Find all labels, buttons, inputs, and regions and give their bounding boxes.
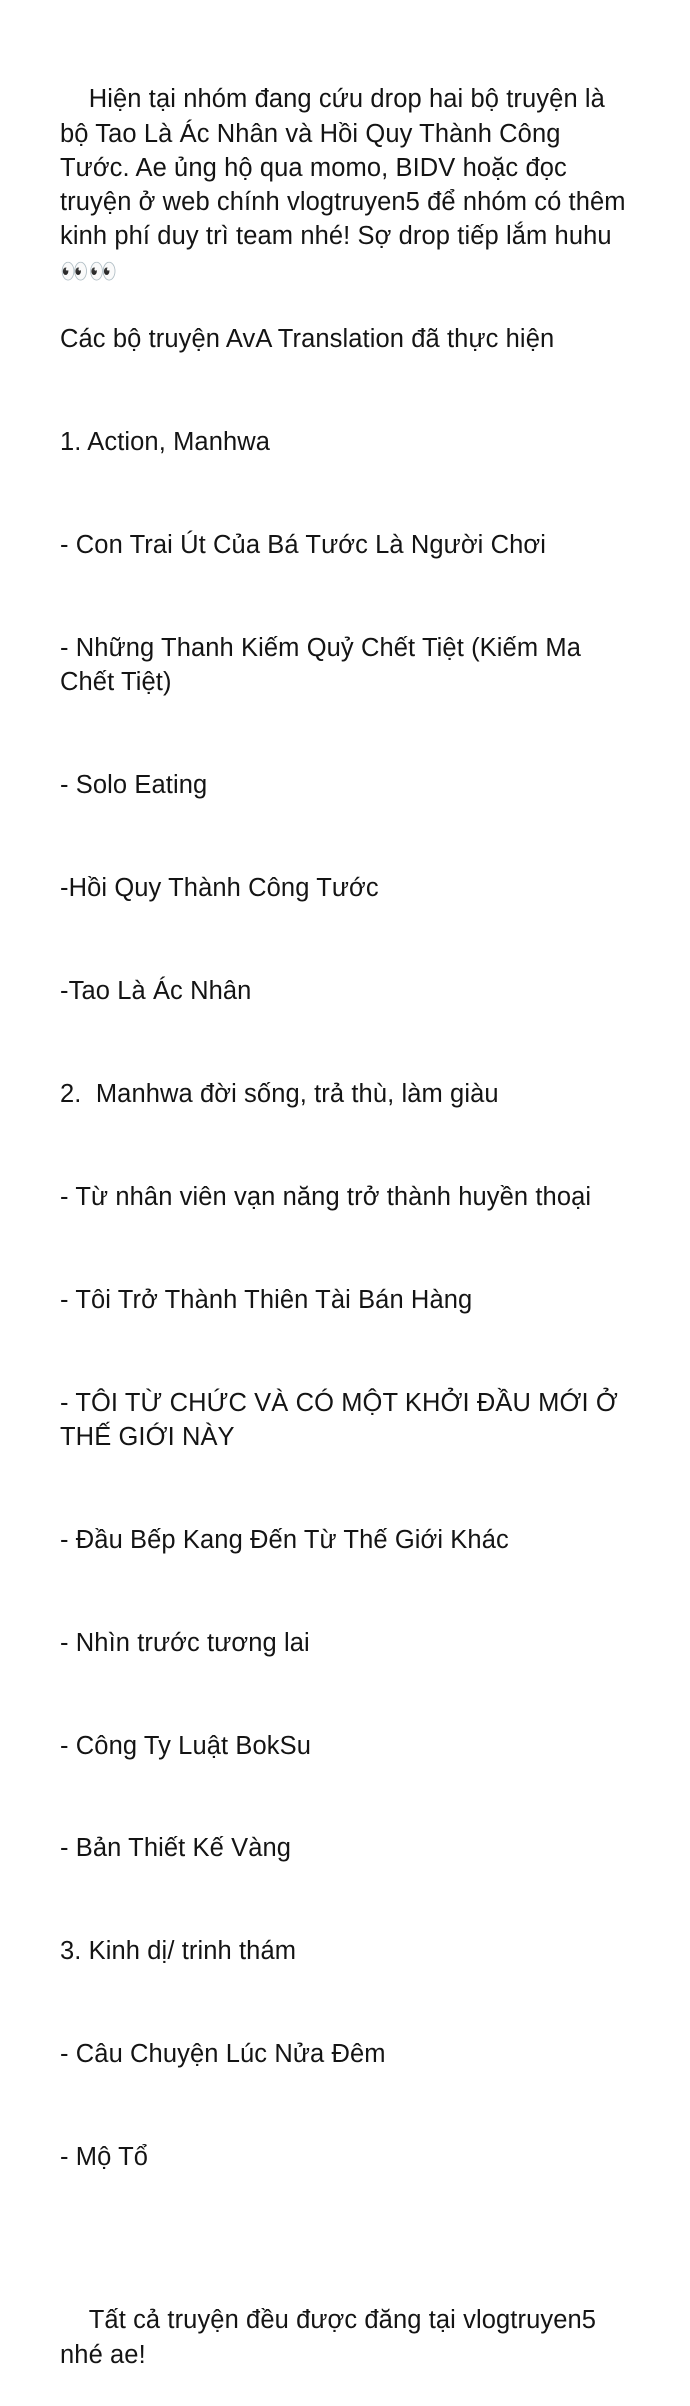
list-item: - TÔI TỪ CHỨC VÀ CÓ MỘT KHỞI ĐẦU MỚI Ở THẾ GIỚI NÀY [60,1388,625,1451]
intro-paragraph-text: Hiện tại nhóm đang cứu drop hai bộ truyện là bộ Tao Là Ác Nhân và Hồi Quy Thành Công Tước. Ae ủng hộ qua momo, BIDV hoặc đọc truyện ở web chính vlogtruyen5 để nhóm có thêm kinh phí duy trì team nhé! Sợ drop tiếp lắm huhu [60,85,633,251]
list-item: -Tao Là Ác Nhân [60,977,252,1006]
list-item: - Con Trai Út Của Bá Tước Là Người Chơi [60,531,546,560]
list-heading: Các bộ truyện AvA Translation đã thực hiện [60,325,555,354]
closing-paragraph: Tất cả truyện đều được đăng tại vlogtruyen5 nhé ae! [60,2306,604,2369]
list-item: 2. Manhwa đời sống, trả thù, làm giàu [60,1079,499,1108]
announcement-text [60,48,632,2406]
list-item: - Những Thanh Kiếm Quỷ Chết Tiệt (Kiếm Ma Chết Tiệt) [60,634,589,697]
list-item: - Câu Chuyện Lúc Nửa Đêm [60,2040,386,2069]
intro-paragraph [60,85,633,284]
list-item: 3. Kinh dị/ trinh thám [60,1937,297,1966]
list-item: - Solo Eating [60,771,208,800]
list-item: - Đầu Bếp Kang Đến Từ Thế Giới Khác [60,1525,509,1554]
list-item: - Tôi Trở Thành Thiên Tài Bán Hàng [60,1285,473,1314]
eyes-emoji: 👀👀 [60,258,118,285]
list-item: 1. Action, Manhwa [60,428,271,457]
list-item: -Hồi Quy Thành Công Tước [60,874,379,903]
list-item: - Từ nhân viên vạn năng trở thành huyền thoại [60,1182,592,1211]
list-item: - Mộ Tổ [60,2143,149,2172]
list-item: - Bản Thiết Kế Vàng [60,1834,292,1863]
list-item: - Công Ty Luật BokSu [60,1731,312,1760]
list-item: - Nhìn trước tương lai [60,1628,310,1657]
paragraph-spacer [60,2243,632,2269]
